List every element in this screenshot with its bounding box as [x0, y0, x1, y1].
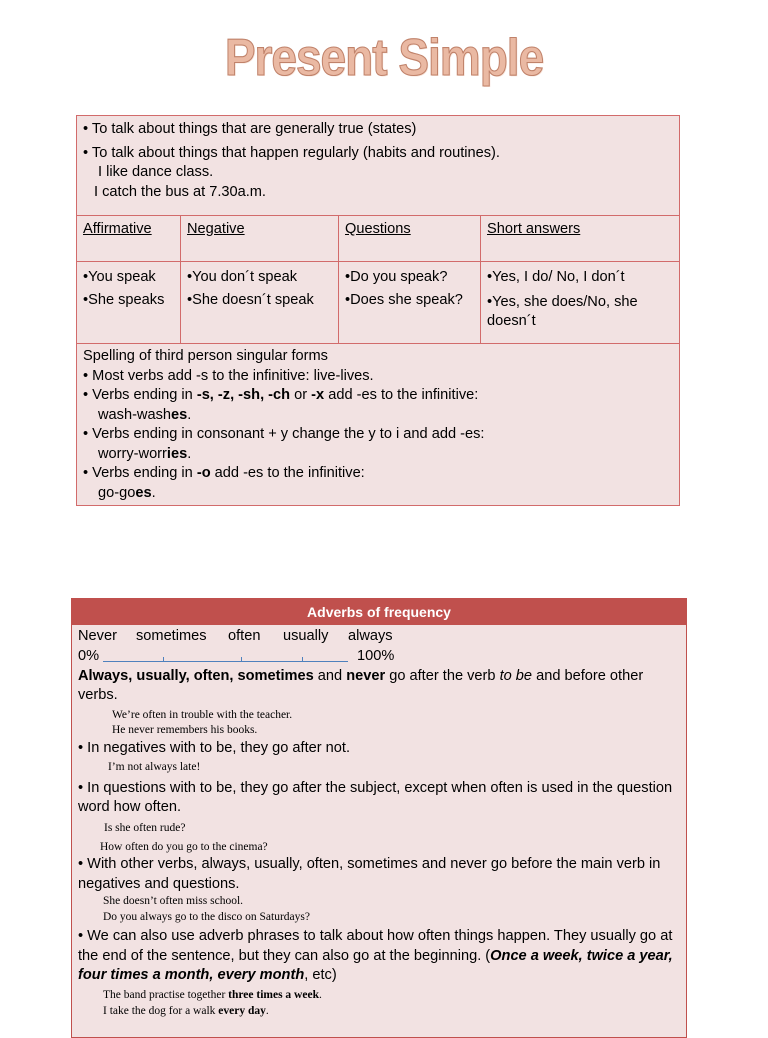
affirmative-2: •She speaks [83, 292, 165, 308]
question-2: •Does she speak? [345, 292, 463, 308]
header-negative: Negative [187, 221, 245, 237]
freq-word: Never [78, 628, 117, 644]
freq-word: always [348, 628, 393, 644]
present-simple-table [76, 115, 680, 506]
freq-word: sometimes [136, 628, 207, 644]
spelling-example-2: wash-washes. [98, 406, 192, 423]
frequency-scale [78, 647, 678, 667]
spelling-section [77, 344, 679, 503]
spelling-rule-1: • Most verbs add -s to the infinitive: live-lives. [83, 367, 374, 384]
spelling-rule-4: • Verbs ending in -o add -es to the infinitive: [83, 465, 365, 481]
short-answer-1: •Yes, I do/ No, I don´t [487, 269, 625, 285]
spelling-rule-3: • Verbs ending in consonant + y change the y to i and add -es: [83, 426, 485, 442]
scale-bar [103, 661, 348, 662]
header-affirmative: Affirmative [83, 221, 152, 237]
header-short-answers: Short answers [487, 221, 581, 237]
example-sentence: I take the dog for a walk every day. [103, 1004, 269, 1017]
example-sentence: Is she often rude? [104, 822, 186, 835]
forms-row [77, 262, 679, 344]
spelling-heading: Spelling of third person singular forms [83, 348, 328, 364]
example-sentence: How often do you go to the cinema? [100, 840, 268, 853]
negative-1: •You don´t speak [187, 269, 298, 285]
frequency-words [78, 627, 678, 647]
adverb-rule-2: • In negatives with to be, they go after not. [78, 739, 351, 756]
scale-tick [241, 657, 242, 662]
spelling-rule-2: • Verbs ending in -s, -z, -sh, -ch or -x add -es to the infinitive: [83, 387, 479, 403]
page-title: Present Simple [224, 27, 544, 87]
scale-start: 0% [78, 647, 100, 664]
negative-2: •She doesn´t speak [187, 292, 314, 308]
uses-section [77, 116, 679, 216]
scale-end: 100% [357, 647, 395, 664]
use-states: • To talk about things that are generally true (states) [83, 121, 417, 137]
freq-word: usually [283, 628, 329, 644]
adverb-rule-1: Always, usually, often, sometimes and never go after the verb to be and before other verbs. [78, 667, 644, 704]
spelling-example-3: worry-worries. [98, 445, 192, 462]
affirmative-1: •You speak [83, 269, 156, 285]
example-sentence: I’m not always late! [108, 761, 201, 774]
example-sentence: He never remembers his books. [112, 724, 258, 737]
use-example-1: I like dance class. [98, 164, 214, 180]
example-sentence: Do you always go to the disco on Saturdays? [103, 910, 310, 923]
example-sentence: She doesn’t often miss school. [103, 895, 244, 908]
scale-tick [163, 657, 164, 662]
adverb-rule-5: • We can also use adverb phrases to talk about how often things happen. They usually go at the end of the sentence, but they can also go at the beginning. (Once a week, twice a year, four times a month, every month, etc) [78, 928, 673, 984]
adverbs-box [71, 598, 687, 1038]
freq-word: often [228, 628, 261, 644]
spelling-example-4: go-goes. [98, 484, 156, 501]
use-habits: • To talk about things that happen regularly (habits and routines). [83, 144, 500, 161]
header-questions: Questions [345, 221, 411, 237]
adverb-rule-3: • In questions with to be, they go after the subject, except when often is used in the question word how often. [78, 779, 673, 816]
scale-tick [302, 657, 303, 662]
short-answer-2: •Yes, she does/No, she doesn´t [487, 294, 638, 329]
forms-header-row [77, 216, 679, 262]
question-1: •Do you speak? [345, 269, 448, 285]
use-example-2: I catch the bus at 7.30a.m. [94, 183, 266, 200]
adverbs-header: Adverbs of frequency [72, 599, 686, 625]
example-sentence: The band practise together three times a week. [103, 989, 322, 1002]
example-sentence: We’re often in trouble with the teacher. [112, 708, 293, 721]
adverb-rule-4: • With other verbs, always, usually, often, sometimes and never go before the main verb in negatives and questions. [78, 856, 661, 892]
